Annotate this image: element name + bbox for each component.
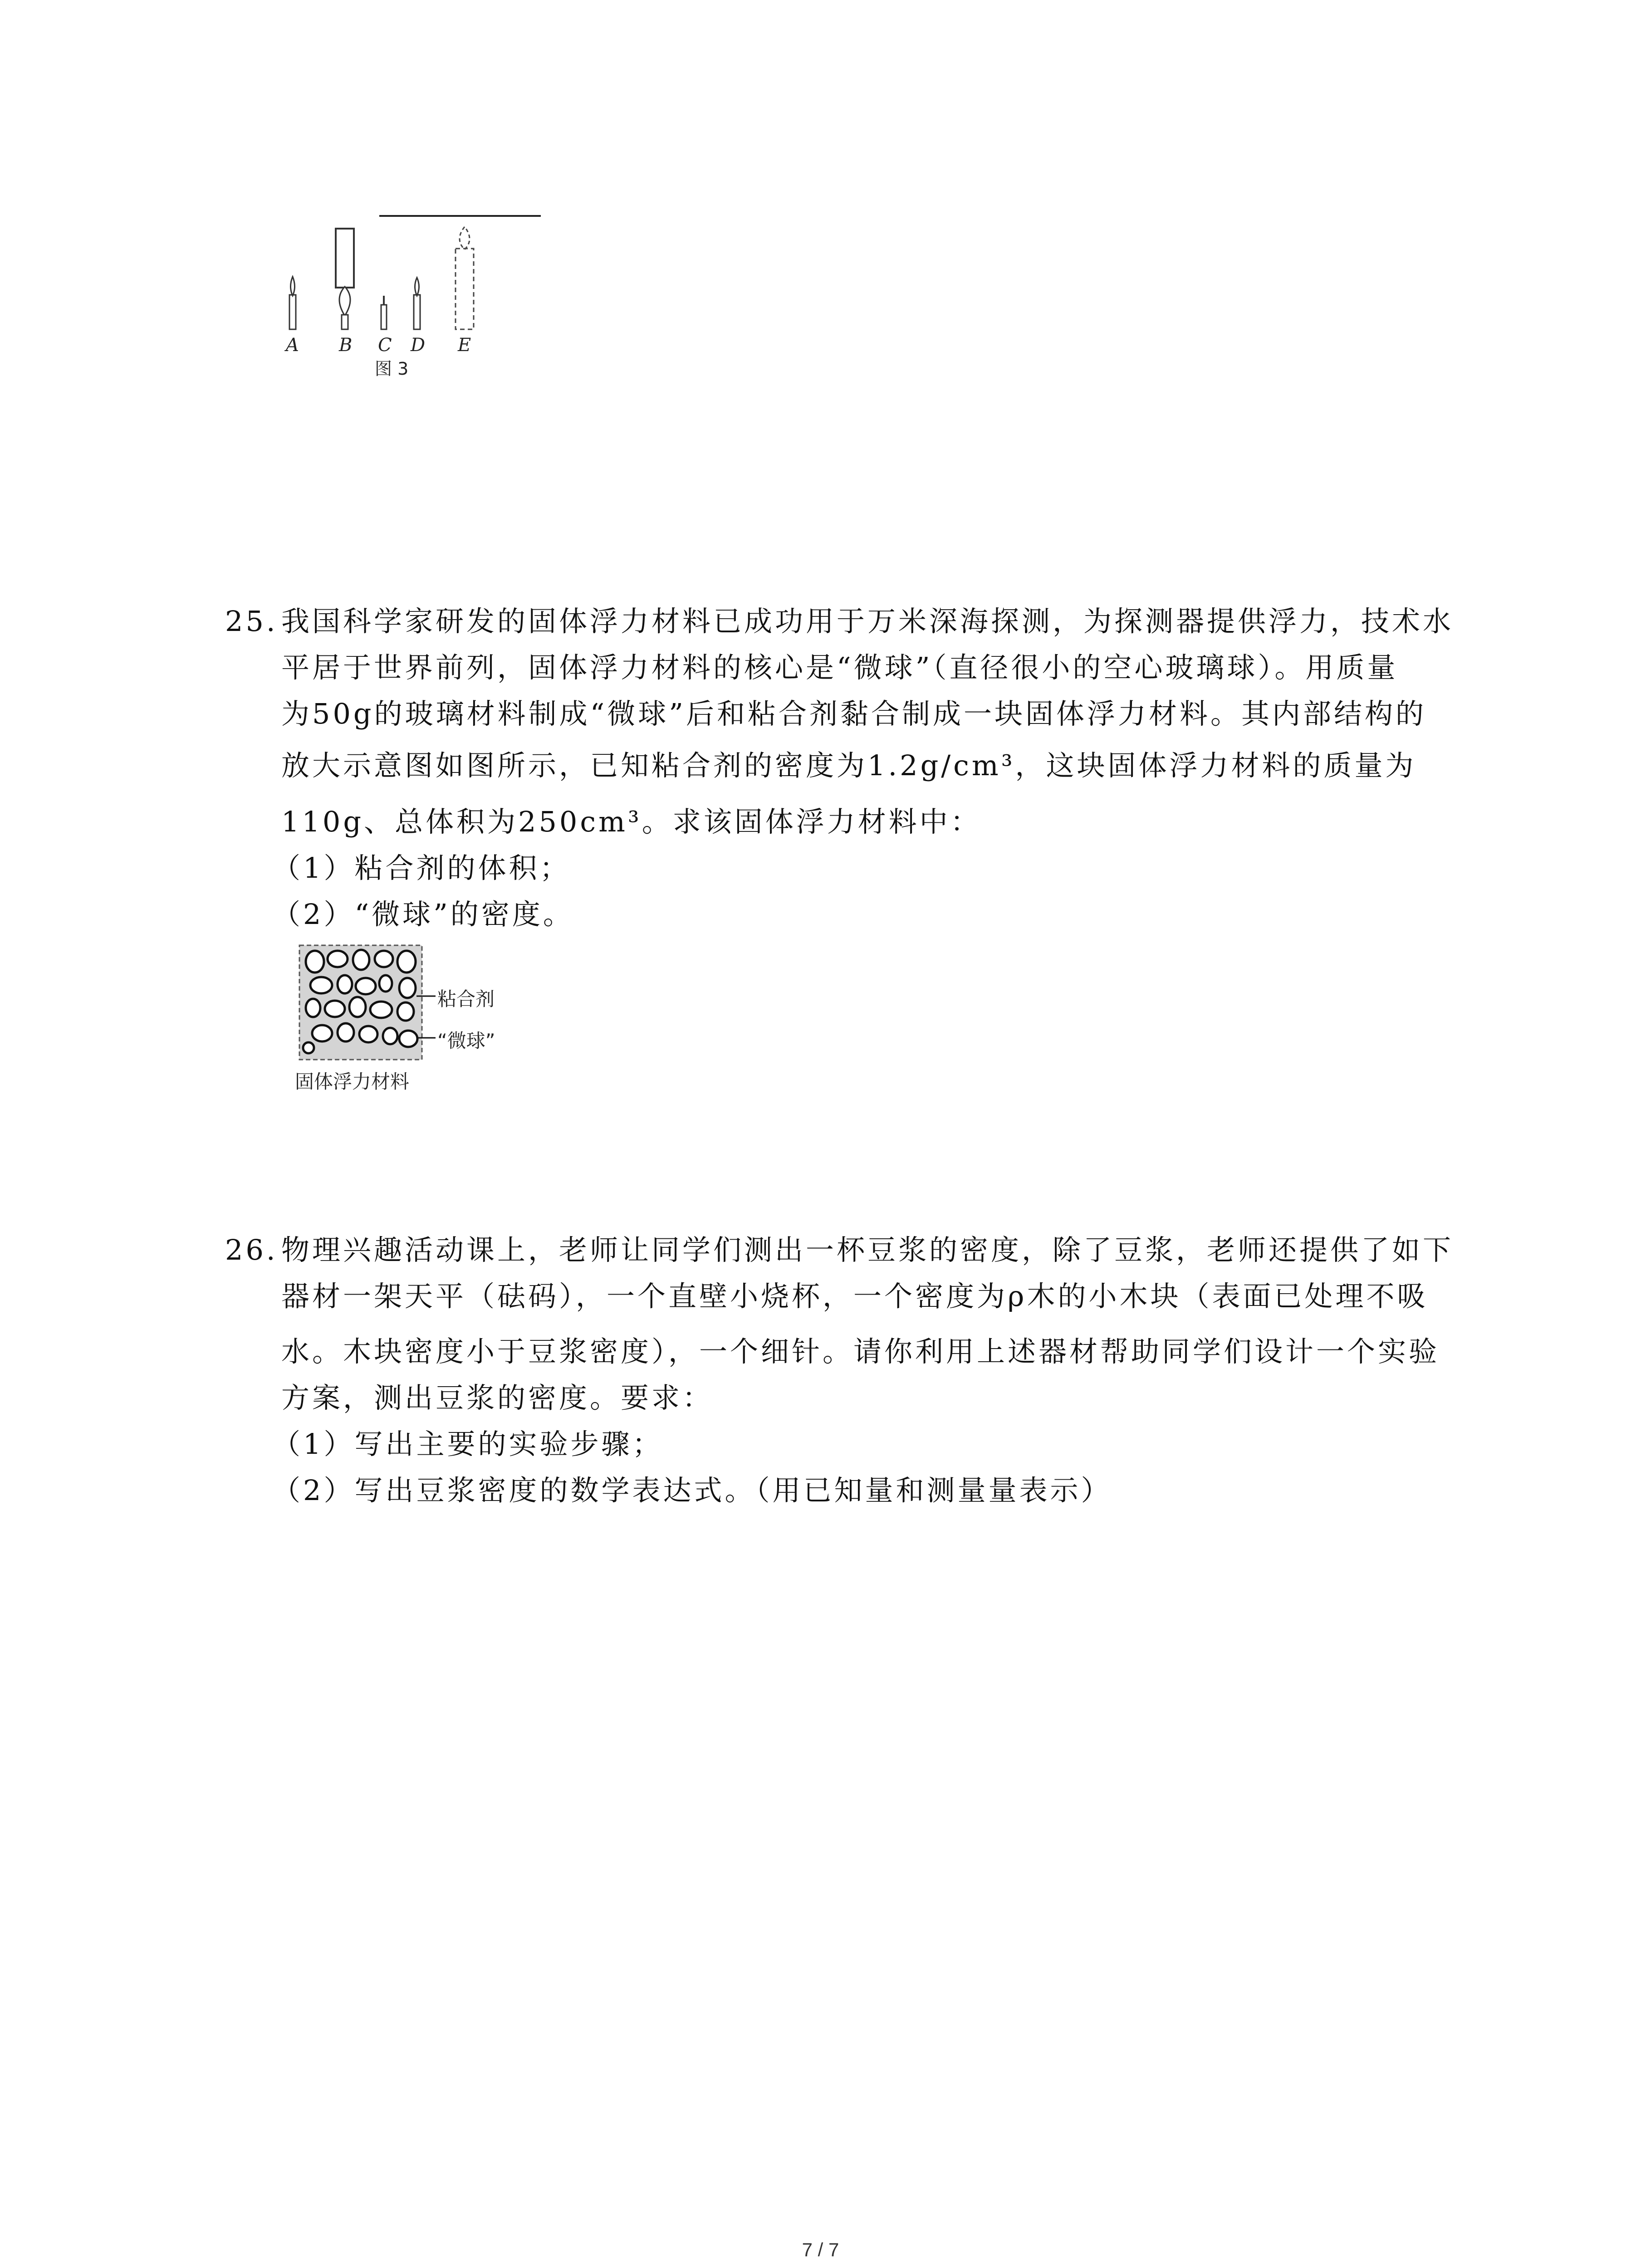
q25-sub-1: （1）粘合剂的体积； bbox=[272, 851, 571, 885]
figure-3-label-c: C bbox=[378, 335, 392, 356]
q26-line-4: 方案，测出豆浆的密度。要求： bbox=[281, 1381, 714, 1414]
q25-line-3: 为50g的玻璃材料制成“微球”后和粘合剂黏合制成一块固体浮力材料。其内部结构的 bbox=[281, 697, 1426, 730]
q25-figure-drawing bbox=[295, 939, 567, 1061]
q25-figure-caption: 固体浮力材料 bbox=[295, 1070, 410, 1093]
q25-number: 25. bbox=[225, 605, 278, 638]
q25-line-5: 110g、总体积为250cm³。求该固体浮力材料中： bbox=[281, 805, 981, 838]
q25-figure bbox=[295, 939, 567, 1093]
q25-figure-label-sphere: “微球” bbox=[437, 1030, 495, 1052]
q26-sub-1: （1）写出主要的实验步骤； bbox=[272, 1427, 663, 1461]
figure-3 bbox=[272, 200, 590, 390]
q26-sub-2: （2）写出豆浆密度的数学表达式。（用已知量和测量量表示） bbox=[272, 1474, 1112, 1507]
q26-line-2: 器材一架天平（砝码），一个直壁小烧杯，一个密度为ρ木的小木块（表面已处理不吸 bbox=[281, 1280, 1428, 1313]
figure-3-label-e: E bbox=[458, 335, 471, 356]
q25-line-4: 放大示意图如图所示，已知粘合剂的密度为1.2g/cm³，这块固体浮力材料的质量为 bbox=[281, 749, 1416, 782]
q26-number: 26. bbox=[225, 1233, 278, 1266]
figure-3-label-a: A bbox=[286, 335, 299, 356]
page-number: 7 / 7 bbox=[802, 2239, 839, 2260]
q25-line-1: 我国科学家研发的固体浮力材料已成功用于万米深海探测，为探测器提供浮力，技术水 bbox=[281, 605, 1454, 638]
figure-3-drawing bbox=[272, 200, 590, 354]
q25-figure-label-binder: 粘合剂 bbox=[437, 988, 495, 1010]
q26-line-1: 物理兴趣活动课上，老师让同学们测出一杯豆浆的密度，除了豆浆，老师还提供了如下 bbox=[281, 1233, 1454, 1266]
figure-3-label-b: B bbox=[339, 335, 353, 356]
q26-line-3: 水。木块密度小于豆浆密度），一个细针。请你利用上述器材帮助同学们设计一个实验 bbox=[281, 1335, 1440, 1368]
q25-line-2: 平居于世界前列，固体浮力材料的核心是“微球”（直径很小的空心玻璃球）。用质量 bbox=[281, 651, 1398, 684]
figure-3-label-d: D bbox=[411, 335, 426, 356]
q25-sub-2: （2）“微球”的密度。 bbox=[272, 898, 574, 931]
figure-3-caption: 图 3 bbox=[375, 359, 409, 379]
